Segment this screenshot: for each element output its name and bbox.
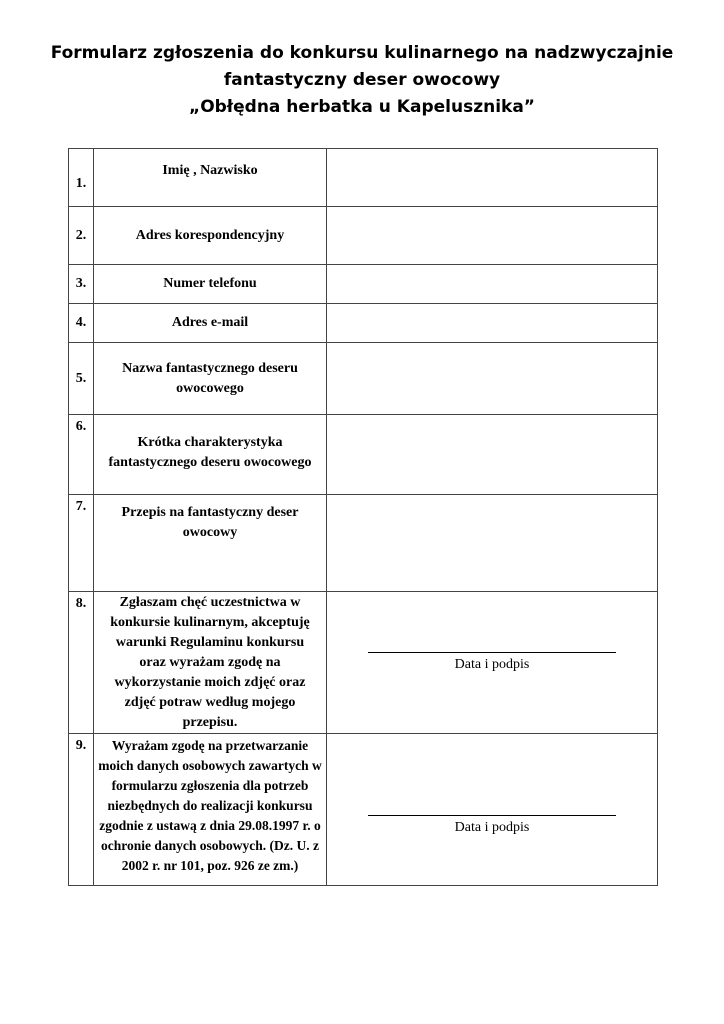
signature-caption: Data i podpis [454, 820, 530, 835]
row-number: 2. [69, 207, 94, 265]
signature-line [368, 652, 616, 653]
row-label: Nazwa fantastycznego deseru owocowego [94, 343, 327, 415]
form-row-name [69, 149, 658, 207]
form-row-dessert-description [69, 415, 658, 495]
form-row-email [69, 304, 658, 343]
form-row-dessert-name [69, 343, 658, 415]
signature-caption: Data i podpis [454, 657, 530, 672]
form-row-data-processing-consent [69, 734, 658, 886]
title-line-1: Formularz zgłoszenia do konkursu kulinarnego na nadzwyczajnie [50, 43, 674, 63]
row-label: Imię , Nazwisko [94, 149, 327, 207]
row-number: 8. [69, 592, 94, 734]
dessert-name-field[interactable] [327, 343, 658, 415]
phone-field[interactable] [327, 265, 658, 304]
form-row-phone [69, 265, 658, 304]
row-number: 6. [69, 415, 94, 495]
row-label: Wyrażam zgodę na przetwarzanie moich danych osobowych zawartych w formularzu zgłoszenia dla potrzeb niezbędnych do realizacji konkursu zgodnie z ustawą z dnia 29.08.1997 r. o ochronie danych osobowych. (Dz. U. z 2002 r. nr 101, poz. 926 ze zm.) [94, 734, 327, 886]
form-row-participation-consent [69, 592, 658, 734]
participation-signature-area[interactable] [327, 592, 658, 734]
row-label: Adres e-mail [94, 304, 327, 343]
row-label: Zgłaszam chęć uczestnictwa w konkursie kulinarnym, akceptuję warunki Regulaminu konkursu oraz wyrażam zgodę na wykorzystanie moich zdjęć oraz zdjęć potraw według mojego przepisu. [94, 592, 327, 734]
name-field[interactable] [327, 149, 658, 207]
email-field[interactable] [327, 304, 658, 343]
row-label: Adres korespondencyjny [94, 207, 327, 265]
form-row-address [69, 207, 658, 265]
recipe-field[interactable] [327, 495, 658, 592]
row-number: 4. [69, 304, 94, 343]
address-field[interactable] [327, 207, 658, 265]
form-title [0, 40, 724, 121]
row-number: 9. [69, 734, 94, 886]
row-label: Numer telefonu [94, 265, 327, 304]
data-processing-signature-area[interactable] [327, 734, 658, 886]
form-row-recipe [69, 495, 658, 592]
row-number: 7. [69, 495, 94, 592]
signature-line [368, 815, 616, 816]
row-number: 1. [69, 149, 94, 207]
title-line-3: „Obłędna herbatka u Kapelusznika” [189, 97, 535, 117]
row-label: Krótka charakterystyka fantastycznego deseru owocowego [94, 415, 327, 495]
dessert-description-field[interactable] [327, 415, 658, 495]
row-number: 3. [69, 265, 94, 304]
title-line-2: fantastyczny deser owocowy [223, 70, 501, 90]
row-number: 5. [69, 343, 94, 415]
application-form-table [68, 148, 658, 886]
row-label: Przepis na fantastyczny deser owocowy [94, 495, 327, 592]
